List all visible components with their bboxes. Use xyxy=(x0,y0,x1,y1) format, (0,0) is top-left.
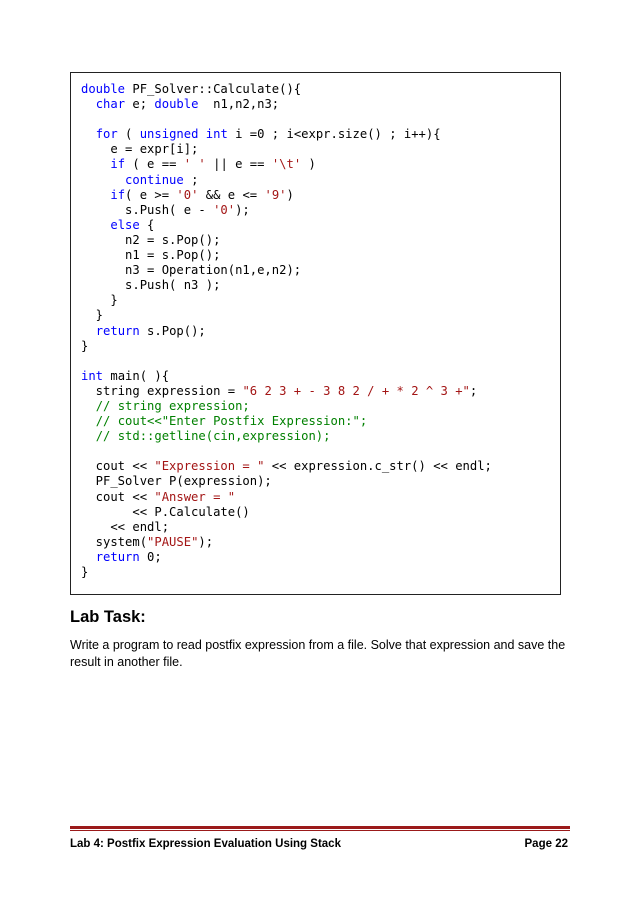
code-line xyxy=(81,444,492,459)
code-text: && e <= xyxy=(198,187,265,202)
code-line xyxy=(81,550,492,565)
code-line xyxy=(81,173,492,188)
code-comment: // cout<<"Enter Postfix Expression:"; xyxy=(95,414,368,429)
code-text: } xyxy=(81,565,89,579)
code-text: s.Push( n3 ); xyxy=(81,278,221,293)
code-line xyxy=(81,112,492,127)
code-text xyxy=(81,429,96,443)
lab-task-heading: Lab Task: xyxy=(70,608,146,626)
code-text: << endl; xyxy=(81,519,170,534)
code-line xyxy=(81,82,492,97)
code-text: ); xyxy=(235,202,250,217)
code-text xyxy=(81,399,96,413)
footer-lab-title: Lab 4: Postfix Expression Evaluation Using Stack xyxy=(70,838,341,850)
code-text: << expression.c_str() << endl; xyxy=(264,459,492,474)
code-string: "6 2 3 + - 3 8 2 / + * 2 ^ 3 +" xyxy=(242,383,470,398)
code-line xyxy=(81,188,492,203)
code-text: n2 = s.Pop(); xyxy=(81,232,221,247)
code-text: ) xyxy=(301,157,316,172)
code-keyword: if xyxy=(110,187,126,202)
code-text: PF_Solver::Calculate(){ xyxy=(125,82,302,96)
code-text xyxy=(81,550,96,564)
code-line xyxy=(81,354,492,369)
code-keyword: int xyxy=(205,127,228,142)
code-line xyxy=(81,429,492,444)
code-keyword: char xyxy=(95,97,126,112)
code-text: system( xyxy=(81,534,148,549)
code-line xyxy=(81,384,492,399)
code-text: 0; xyxy=(139,549,162,564)
code-keyword: int xyxy=(81,368,104,383)
footer-rule-thin xyxy=(70,830,570,831)
code-text: ; xyxy=(469,383,478,398)
code-text: cout << xyxy=(81,489,155,504)
code-text xyxy=(81,324,96,338)
code-text xyxy=(81,173,125,187)
code-line xyxy=(81,339,492,354)
code-text: ); xyxy=(198,534,214,549)
code-keyword: else xyxy=(110,217,140,232)
code-line xyxy=(81,399,492,414)
code-text: i =0 ; i<expr.size() ; i++){ xyxy=(227,127,441,142)
code-keyword: double xyxy=(154,97,199,112)
code-text xyxy=(81,127,96,141)
code-string: '9' xyxy=(264,187,287,202)
code-string: '0' xyxy=(176,187,199,202)
code-comment: // std::getline(cin,expression); xyxy=(95,429,331,444)
code-keyword: continue xyxy=(125,172,184,187)
code-text: e = expr[i]; xyxy=(81,142,199,157)
code-text: n3 = Operation(n1,e,n2); xyxy=(81,263,302,278)
code-string: "PAUSE" xyxy=(147,534,199,549)
code-line xyxy=(81,490,492,505)
code-text: cout << xyxy=(81,459,155,474)
code-text: string expression = xyxy=(81,383,243,398)
code-line xyxy=(81,278,492,293)
code-line xyxy=(81,218,492,233)
code-string: "Expression = " xyxy=(154,459,265,474)
code-text: main( ){ xyxy=(103,368,170,383)
code-text xyxy=(81,97,96,111)
code-line xyxy=(81,127,492,142)
code-text: } xyxy=(81,338,89,353)
code-text xyxy=(81,157,110,171)
code-keyword: for xyxy=(95,127,118,142)
code-text xyxy=(81,218,110,232)
code-text: } xyxy=(81,293,118,308)
code-line xyxy=(81,293,492,308)
code-text: ( e >= xyxy=(125,187,177,202)
code-line xyxy=(81,142,492,157)
footer-rule-thick xyxy=(70,826,570,829)
code-text: PF_Solver P(expression); xyxy=(81,474,272,489)
code-line xyxy=(81,459,492,474)
code-keyword: return xyxy=(95,549,140,564)
code-text: { xyxy=(139,217,155,232)
code-line xyxy=(81,97,492,112)
code-listing xyxy=(81,82,492,580)
code-text: n1,n2,n3; xyxy=(198,97,280,112)
code-text: || e == xyxy=(205,157,272,172)
code-text: ) xyxy=(286,187,294,202)
code-line xyxy=(81,369,492,384)
code-text: e; xyxy=(125,97,155,112)
code-line xyxy=(81,233,492,248)
code-text: } xyxy=(81,308,104,323)
code-text: s.Pop(); xyxy=(139,323,206,338)
code-string: "Answer = " xyxy=(154,489,236,504)
code-text: n1 = s.Pop(); xyxy=(81,248,221,263)
code-keyword: if xyxy=(110,157,126,172)
code-string: ' ' xyxy=(183,157,206,172)
code-line xyxy=(81,505,492,520)
code-line xyxy=(81,203,492,218)
code-text: ( e == xyxy=(125,157,184,172)
code-text: ; xyxy=(183,172,199,187)
code-line xyxy=(81,535,492,550)
code-text: ( xyxy=(117,127,140,142)
code-keyword: unsigned xyxy=(139,127,199,142)
code-line xyxy=(81,324,492,339)
code-line xyxy=(81,565,492,580)
code-line xyxy=(81,474,492,489)
code-line xyxy=(81,520,492,535)
code-text xyxy=(81,188,110,202)
code-line xyxy=(81,414,492,429)
code-line xyxy=(81,248,492,263)
code-string: '\t' xyxy=(271,157,302,172)
lab-task-description: Write a program to read postfix expression from a file. Solve that expression and save the result in another file. xyxy=(70,638,566,669)
code-text: << P.Calculate() xyxy=(81,504,250,519)
code-line xyxy=(81,263,492,278)
code-keyword: double xyxy=(81,82,126,96)
code-line xyxy=(81,157,492,172)
footer-page-number: Page 22 xyxy=(524,838,568,850)
code-text: s.Push( e - xyxy=(81,202,214,217)
code-text xyxy=(81,414,96,428)
code-line xyxy=(81,308,492,323)
code-listing-box xyxy=(70,72,561,595)
code-text xyxy=(198,127,205,141)
code-keyword: return xyxy=(95,323,140,338)
code-comment: // string expression; xyxy=(95,398,250,413)
code-string: '0' xyxy=(213,202,236,217)
